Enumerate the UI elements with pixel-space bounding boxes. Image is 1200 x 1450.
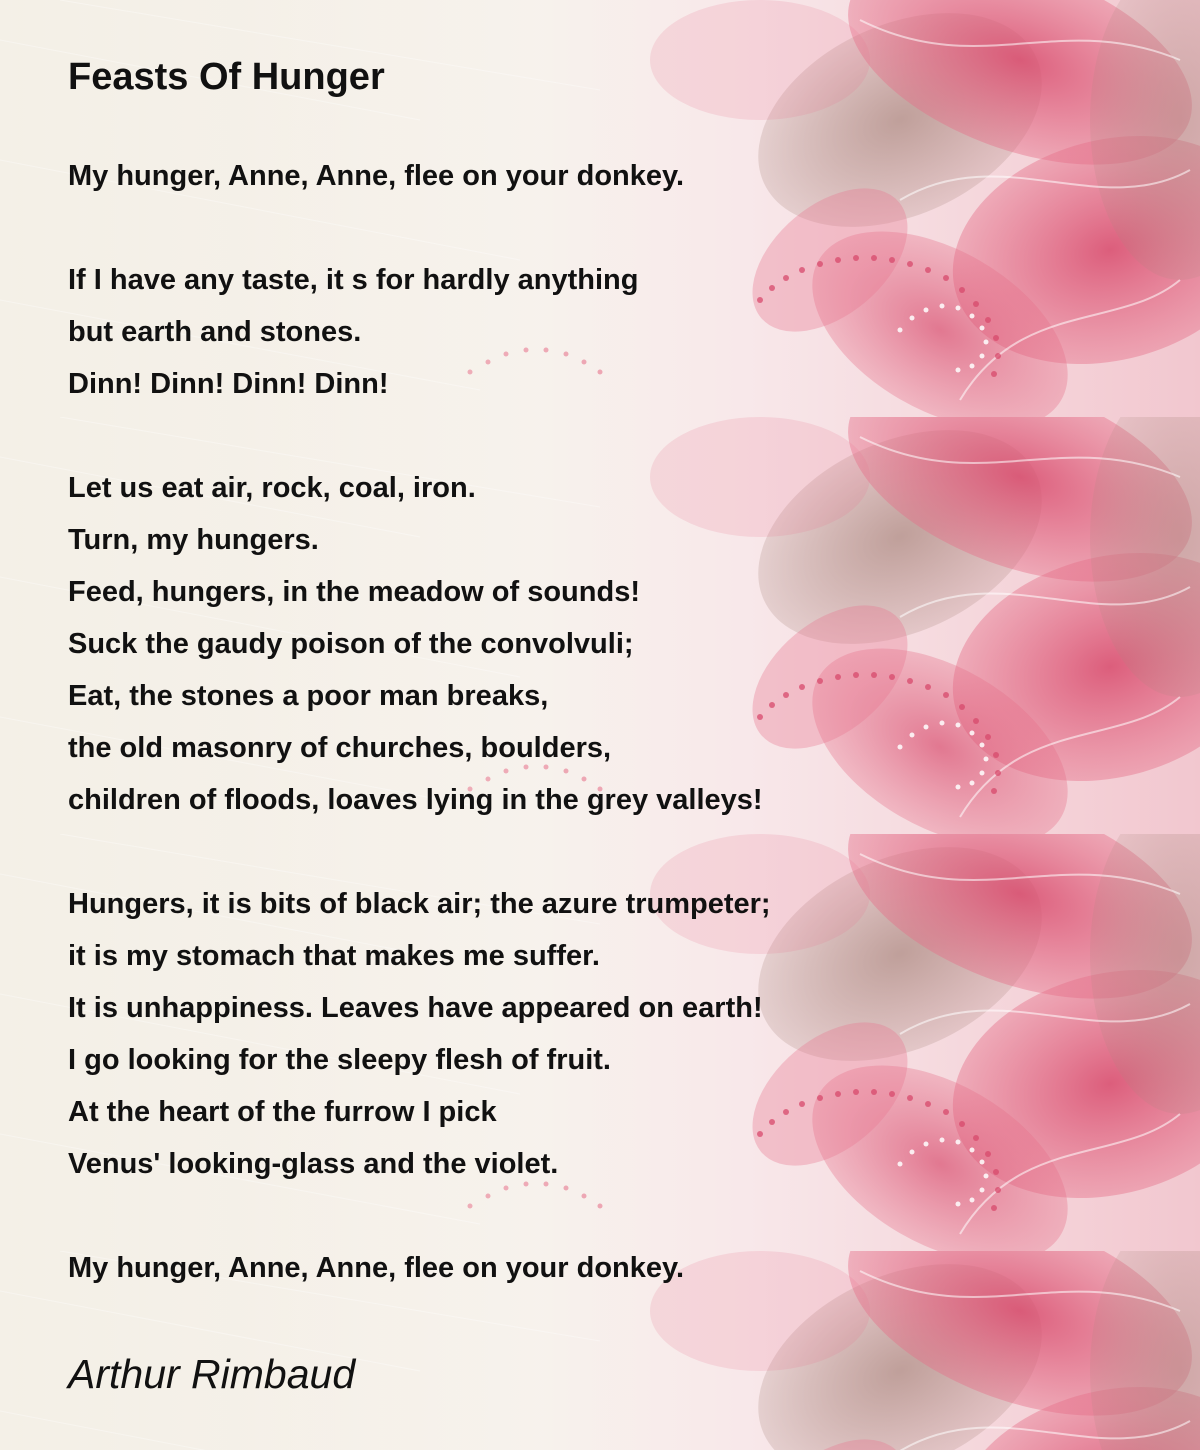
- poem-line: My hunger, Anne, Anne, flee on your donkey.: [68, 1252, 685, 1284]
- poem-line: Let us eat air, rock, coal, iron.: [68, 472, 476, 504]
- poem-line: children of floods, loaves lying in the grey valleys!: [68, 784, 763, 816]
- poem-line: Eat, the stones a poor man breaks,: [68, 680, 549, 712]
- poem-line: Turn, my hungers.: [68, 524, 319, 556]
- poem-body: [68, 150, 1148, 1294]
- poem-author: Arthur Rimbaud: [68, 1351, 356, 1397]
- poem-title: Feasts Of Hunger: [68, 56, 385, 98]
- stanza-break: [68, 1190, 1148, 1242]
- poem-line: If I have any taste, it s for hardly anything: [68, 264, 639, 296]
- poem-line: Suck the gaudy poison of the convolvuli;: [68, 628, 634, 660]
- poem-line: the old masonry of churches, boulders,: [68, 732, 612, 764]
- poem-line: Dinn! Dinn! Dinn! Dinn!: [68, 368, 389, 400]
- poem-line: Feed, hungers, in the meadow of sounds!: [68, 576, 640, 608]
- poem-line: Hungers, it is bits of black air; the azure trumpeter;: [68, 888, 771, 920]
- poem-line: Venus' looking-glass and the violet.: [68, 1148, 559, 1180]
- stanza-break: [68, 410, 1148, 462]
- poem-line: At the heart of the furrow I pick: [68, 1096, 497, 1128]
- poem-line: I go looking for the sleepy flesh of fruit.: [68, 1044, 611, 1076]
- poem-line: it is my stomach that makes me suffer.: [68, 940, 600, 972]
- poem-line: It is unhappiness. Leaves have appeared on earth!: [68, 992, 763, 1024]
- poem-line: My hunger, Anne, Anne, flee on your donkey.: [68, 160, 685, 192]
- poem-line: but earth and stones.: [68, 316, 362, 348]
- stanza-break: [68, 202, 1148, 254]
- stanza-break: [68, 826, 1148, 878]
